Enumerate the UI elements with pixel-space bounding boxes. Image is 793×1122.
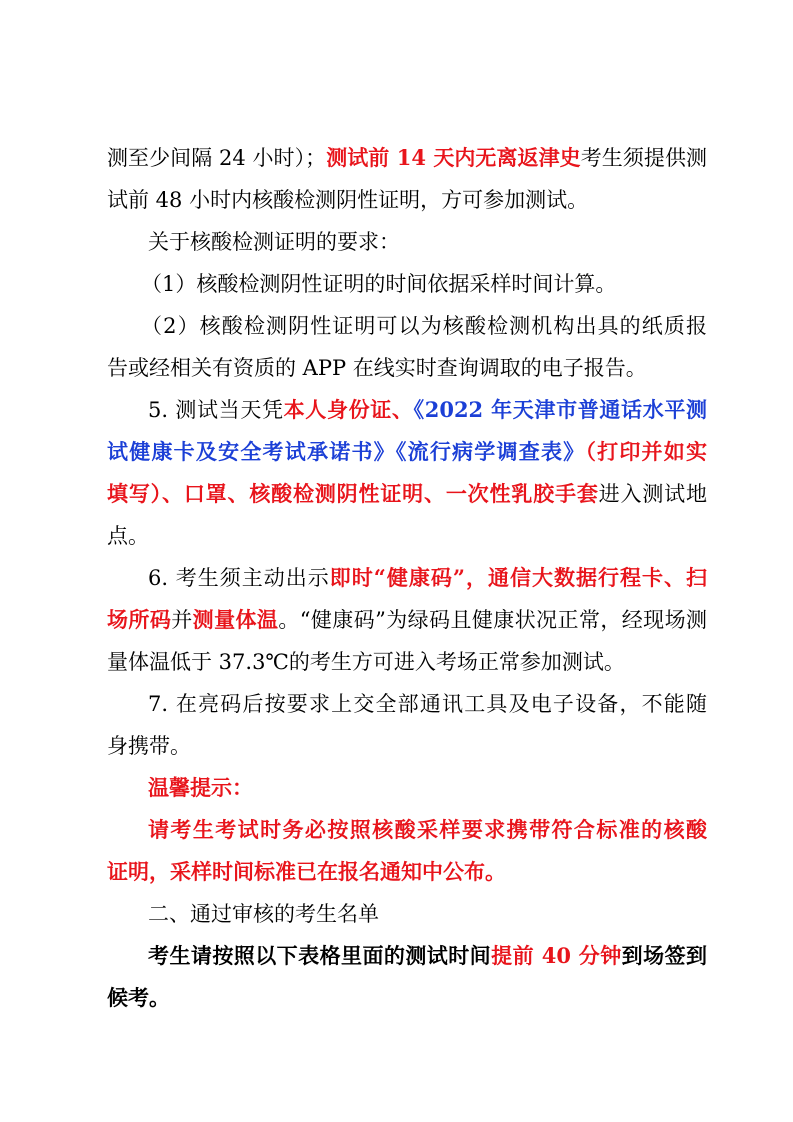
para5-text-enter: 进入测试地 xyxy=(598,482,708,506)
para5-highlight-print: （打印并如实 xyxy=(585,439,708,464)
para4-text-a: 测至少间隔 24 小时）； xyxy=(107,146,327,170)
para6-text-d: 。“健康码”为绿码且健康状况正常，经现场测 xyxy=(278,608,708,632)
section2-heading: 二、通过审核的考生名单 xyxy=(148,902,379,926)
tip-heading: 温馨提示： xyxy=(148,775,253,800)
req-item1: （1）核酸检测阴性证明的时间依据采样时间计算。 xyxy=(141,272,617,296)
para4-line2: 试前 48 小时内核酸检测阴性证明，方可参加测试。 xyxy=(107,188,589,212)
tip-line2: 证明，采样时间标准已在报名通知中公布。 xyxy=(107,859,506,884)
req-item2-line2: 告或经相关有资质的 APP 在线实时查询调取的电子报告。 xyxy=(107,356,647,380)
section2-text-a: 考生请按照以下表格里面的测试时间 xyxy=(148,943,492,968)
section2-highlight-40min: 提前 40 分钟 xyxy=(491,943,622,968)
para5-line2 xyxy=(107,435,707,469)
para4-text-c: 考生须提供测 xyxy=(580,146,707,170)
para5-line1 xyxy=(148,393,707,427)
section2-text-c: 到场签到 xyxy=(621,943,708,968)
section2-line1 xyxy=(148,939,707,973)
para5-highlight-forms: 试健康卡及安全考试承诺书》《流行病学调查表》 xyxy=(107,439,586,464)
tip-line1: 请考生考试时务必按照核酸采样要求携带符合标准的核酸 xyxy=(148,817,707,842)
para6-text-a: 6. 考生须主动出示 xyxy=(148,566,330,590)
para5-highlight-id: 本人身份证、 xyxy=(283,397,414,422)
para5-line4: 点。 xyxy=(107,524,149,548)
para4-highlight-no-travel: 测试前 14 天内无离返津史 xyxy=(326,145,581,170)
para6-line2 xyxy=(107,603,707,637)
para6-highlight-temperature: 测量体温 xyxy=(192,607,279,632)
para6-highlight-healthcode: 即时“健康码”，通信大数据行程卡、扫 xyxy=(329,565,707,590)
para6-text-and: 并 xyxy=(171,608,193,632)
para6-line3: 量体温低于 37.3℃的考生方可进入考场正常参加测试。 xyxy=(107,650,625,674)
para7-line2: 身携带。 xyxy=(107,734,191,758)
para6-highlight-placecode: 场所码 xyxy=(107,607,172,632)
req-heading: 关于核酸检测证明的要求： xyxy=(148,230,400,254)
para4-line1 xyxy=(107,141,707,175)
para5-highlight-healthcard: 《2022 年天津市普通话水平测 xyxy=(413,397,708,422)
para5-highlight-items: 填写）、口罩、核酸检测阴性证明、一次性乳胶手套 xyxy=(107,481,599,506)
para5-line3 xyxy=(107,477,707,511)
para7-line1: 7. 在亮码后按要求上交全部通讯工具及电子设备，不能随 xyxy=(148,692,707,716)
para5-text-a: 5. 测试当天凭 xyxy=(148,398,284,422)
req-item2-line1: （2）核酸检测阴性证明可以为核酸检测机构出具的纸质报 xyxy=(141,314,707,338)
section2-line2: 候考。 xyxy=(107,985,170,1010)
para6-line1 xyxy=(148,561,707,595)
